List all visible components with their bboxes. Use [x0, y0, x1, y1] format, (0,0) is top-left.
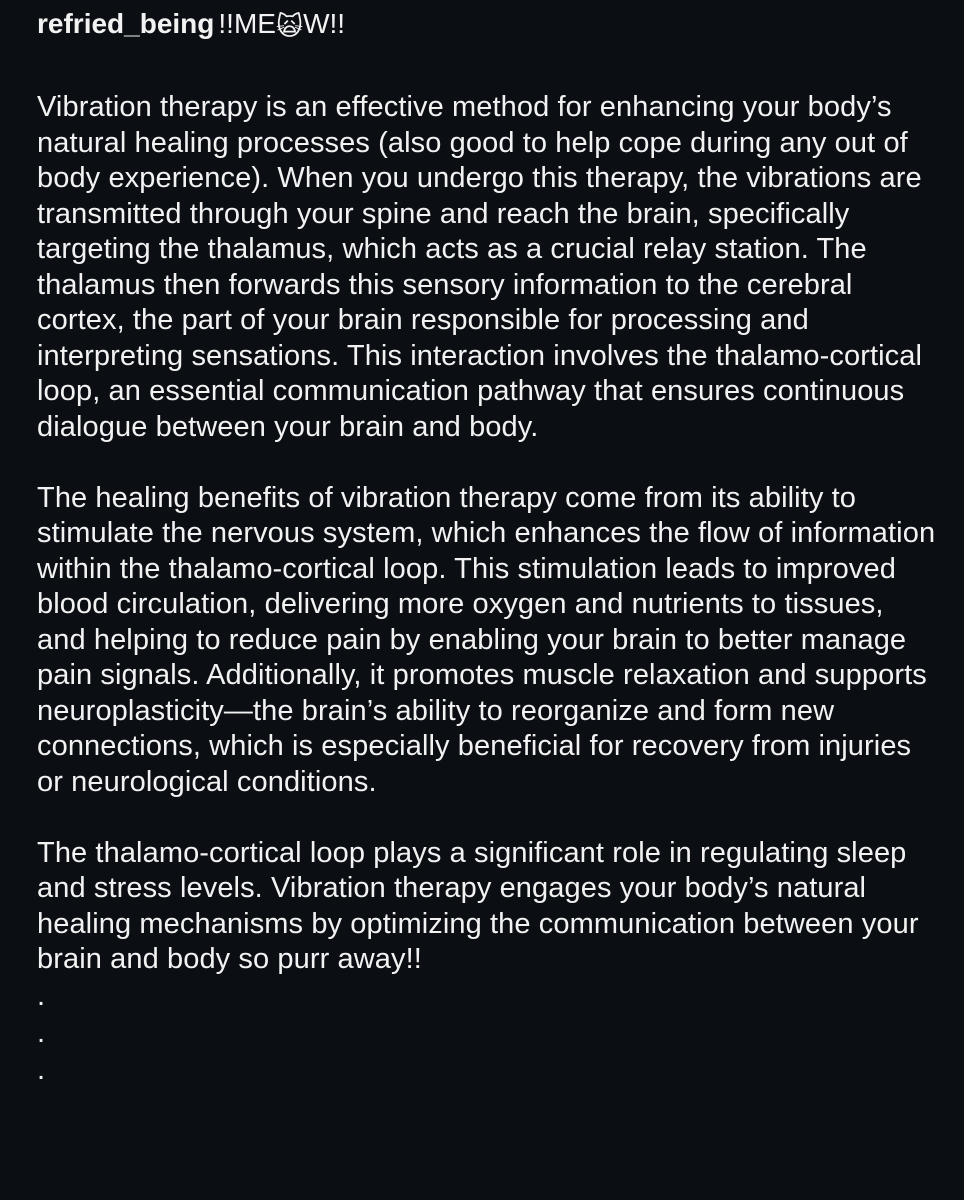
caption-dot-1: .: [37, 979, 46, 1012]
caption-lead-text: !!ME: [218, 8, 276, 39]
caption-dot-3: .: [37, 1053, 46, 1086]
caption-body: [37, 90, 937, 1089]
screaming-cat-emoji-icon: 🙀: [275, 11, 304, 41]
caption-header: [37, 4, 937, 44]
caption-tail-text: W!!: [303, 8, 346, 39]
caption-paragraph-2: The healing benefits of vibration therapy come from its ability to stimulate the nervous system, which enhances the flow of information within the thalamo-cortical loop. This stimulation leads to improved blood circulation, delivering more oxygen and nutrients to tissues, and helping to reduce pain by enabling your brain to better manage pain signals. Additionally, it promotes muscle relaxation and supports neuroplasticity—the brain’s ability to reorganize and form new connections, which is especially beneficial for recovery from injuries or neurological conditions.: [37, 481, 936, 798]
caption-dot-2: .: [37, 1016, 46, 1049]
caption-paragraph-1: Vibration therapy is an effective method for enhancing your body’s natural healing processes (also good to help cope during any out of body experience). When you undergo this therapy, the vibrations are transmitted through your spine and reach the brain, specifically targeting the thalamus, which acts as a crucial relay station. The thalamus then forwards this sensory information to the cerebral cortex, the part of your brain responsible for processing and interpreting sensations. This interaction involves the thalamo-cortical loop, an essential communication pathway that ensures continuous dialogue between your brain and body.: [37, 91, 923, 443]
caption-dots: [37, 978, 937, 1089]
post-caption-container: [37, 4, 937, 1089]
caption-paragraph-3: The thalamo-cortical loop plays a significant role in regulating sleep and stress levels. Vibration therapy engages your body’s natural healing mechanisms by optimizing the communication between your brain and body so purr away!!: [37, 836, 919, 975]
username-link[interactable]: refried_being: [37, 8, 215, 39]
